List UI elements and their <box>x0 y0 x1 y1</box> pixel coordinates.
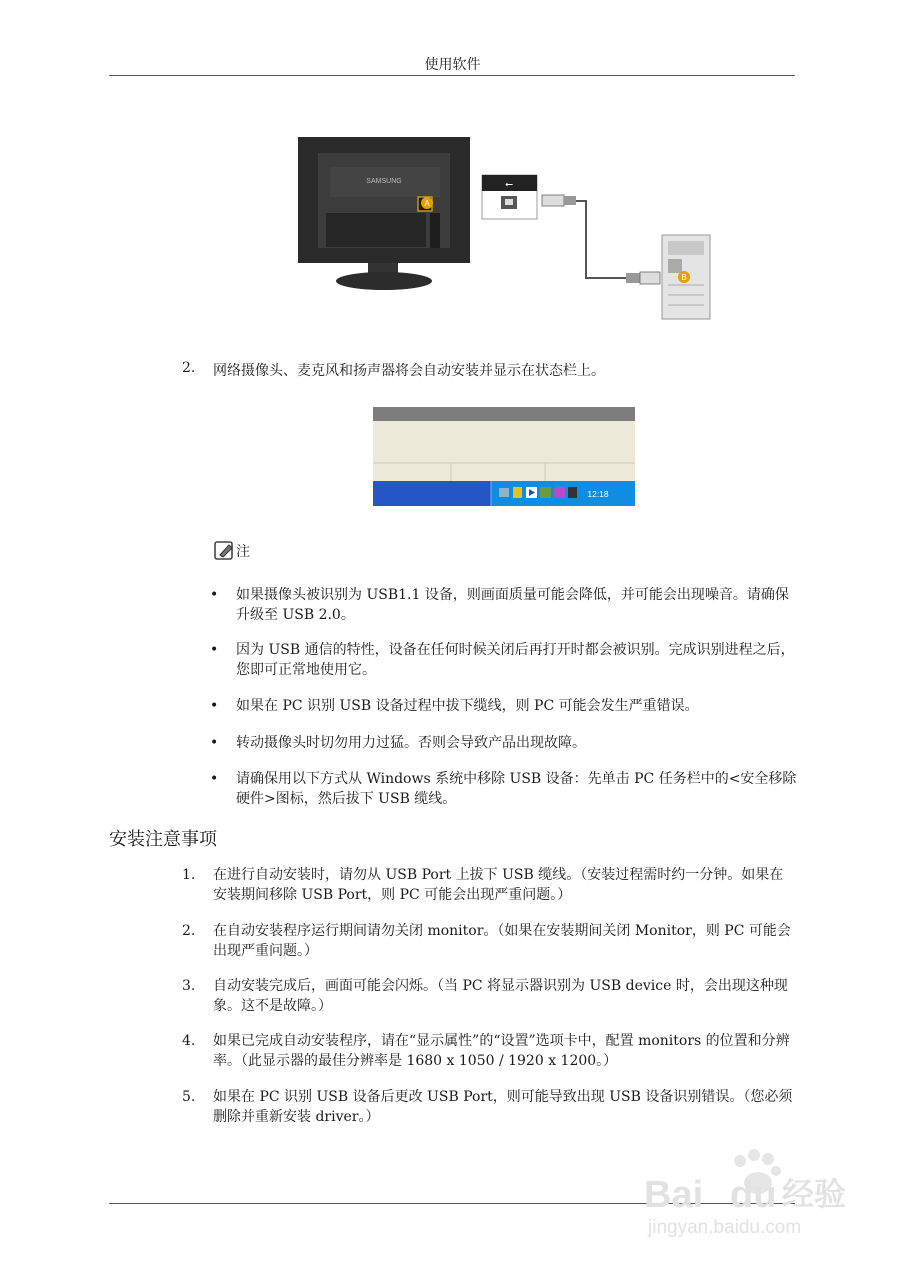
watermark-url: jingyan.baidu.com <box>648 1217 802 1238</box>
note-label: 注 <box>236 544 250 560</box>
taskbar-screenshot <box>373 407 635 506</box>
usb-tray-icon <box>499 488 509 497</box>
list-item <box>182 921 797 961</box>
monitor-stand <box>336 272 432 290</box>
step-number: 5. <box>182 1089 196 1105</box>
watermark-brand-2: du <box>730 1174 777 1216</box>
network-tray-icon <box>540 487 551 498</box>
list-item <box>182 1031 797 1071</box>
step-text: 网络摄像头、麦克风和扬声器将会自动安装并显示在状态栏上。 <box>213 363 605 379</box>
step-number: 3. <box>182 978 196 994</box>
monitor-brand: SAMSUNG <box>366 178 402 185</box>
header-rule <box>109 75 795 76</box>
bullet-text: 转动摄像头时切勿用力过猛。否则会导致产品出现故障。 <box>236 735 586 751</box>
watermark-cn: 经验 <box>782 1175 847 1213</box>
callout-a-label: A <box>424 199 430 208</box>
note-heading <box>214 541 250 561</box>
step-number: 1. <box>182 867 196 883</box>
step-text: 在进行自动安装时，请勿从 USB Port 上拔下 USB 缆线。（安装过程需时约一分钟。如果在安装期间移除 USB Port，则 PC 可能会出现严重问题。） <box>213 867 784 903</box>
section-title: 安装注意事项 <box>109 829 217 850</box>
bullet-symbol: • <box>210 587 219 603</box>
page-header-title: 使用软件 <box>424 57 481 73</box>
bullet-symbol: • <box>210 735 219 751</box>
callout-b-label: B <box>681 273 687 282</box>
speaker-tray-icon <box>568 487 577 498</box>
shield-tray-icon <box>513 487 522 498</box>
webcam-tray-icon <box>554 487 565 498</box>
usb-symbol-icon: ⭠ <box>505 179 513 190</box>
bullet-text: 如果摄像头被识别为 USB1.1 设备，则画面质量可能会降低，并可能会出现噪音。请确保升级至 USB 2.0。 <box>236 587 789 623</box>
usb-b-connector <box>542 195 564 206</box>
list-item <box>182 1087 797 1127</box>
usb-a-connector <box>640 272 660 284</box>
window-body <box>373 421 635 481</box>
bullet-text: 如果在 PC 识别 USB 设备过程中拔下缆线，则 PC 可能会发生严重错误。 <box>236 698 699 714</box>
baidu-watermark-logo <box>640 1145 860 1245</box>
list-item <box>182 865 797 905</box>
list-item <box>210 733 797 753</box>
step-text: 如果在 PC 识别 USB 设备后更改 USB Port，则可能导致出现 USB 设备识别错误。（您必须删除并重新安装 driver。） <box>213 1089 793 1125</box>
list-item <box>210 769 797 809</box>
list-item <box>210 696 797 716</box>
step-text: 自动安装完成后，画面可能会闪烁。（当 PC 将显示器识别为 USB device 时，会出现这种现象。这不是故障。） <box>213 978 788 1014</box>
usb-cable <box>576 201 626 278</box>
step-number: 4. <box>182 1033 196 1049</box>
bullet-symbol: • <box>210 642 219 658</box>
step-text: 如果已完成自动安装程序，请在“显示属性”的“设置”选项卡中，配置 monitors 的位置和分辨率。（此显示器的最佳分辨率是 1680 x 1050 / 1920 x 1200。） <box>213 1033 790 1069</box>
list-item <box>210 585 797 625</box>
step-number: 2. <box>182 923 196 939</box>
step-number: 2. <box>182 360 196 376</box>
usb-connection-figure <box>296 135 716 323</box>
bullet-symbol: • <box>210 698 219 714</box>
list-item <box>210 640 797 680</box>
bullet-symbol: • <box>210 771 219 787</box>
note-pencil-icon <box>214 541 236 561</box>
step-2 <box>182 360 605 380</box>
bullet-text: 请确保用以下方式从 Windows 系统中移除 USB 设备：先单击 PC 任务栏中的<安全移除硬件>图标，然后拔下 USB 缆线。 <box>236 771 797 807</box>
window-titlebar <box>373 407 635 421</box>
step-text: 在自动安装程序运行期间请勿关闭 monitor。（如果在安装期间关闭 Monitor，则 PC 可能会出现严重问题。） <box>213 923 791 959</box>
watermark-brand: Bai <box>644 1174 704 1216</box>
taskbar-clock: 12:18 <box>587 489 609 499</box>
bullet-text: 因为 USB 通信的特性，设备在任何时候关闭后再打开时都会被识别。完成识别进程之后，您即可正常地使用它。 <box>236 642 795 678</box>
list-item <box>182 976 797 1016</box>
